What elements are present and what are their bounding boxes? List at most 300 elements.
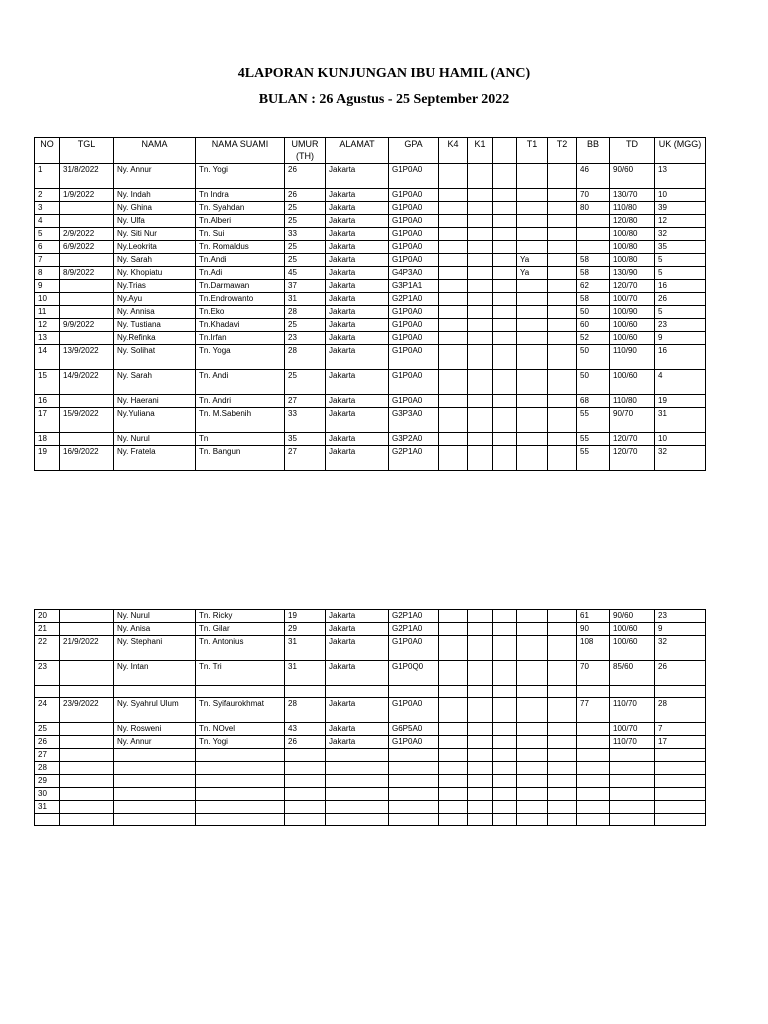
table-row [35, 661, 706, 686]
table-cell [439, 215, 468, 228]
table-cell: Ny. Annur [114, 164, 196, 189]
table-cell: 24 [35, 698, 60, 723]
table-cell [548, 215, 577, 228]
table-cell [60, 610, 114, 623]
table-cell: 4 [35, 215, 60, 228]
table-cell [468, 202, 493, 215]
table-cell: Tn.Andi [196, 254, 285, 267]
table-cell: Tn. Bangun [196, 446, 285, 471]
table-cell [517, 395, 548, 408]
table-cell [548, 395, 577, 408]
column-header: T2 [548, 138, 577, 164]
table-cell [468, 433, 493, 446]
table-cell: 33 [285, 228, 326, 241]
table-cell [577, 788, 610, 801]
table-cell: G2P1A0 [389, 623, 439, 636]
table-cell [468, 370, 493, 395]
table-cell [468, 636, 493, 661]
table-cell [493, 189, 517, 202]
table-cell: G1P0A0 [389, 189, 439, 202]
table-cell [548, 164, 577, 189]
visit-table-part-1 [34, 137, 706, 471]
table-cell: 100/60 [610, 332, 655, 345]
table-cell [493, 306, 517, 319]
table-cell: 9 [35, 280, 60, 293]
table-cell [517, 686, 548, 698]
table-cell: Ny. Indah [114, 189, 196, 202]
table-cell [60, 293, 114, 306]
table-cell [439, 723, 468, 736]
table-cell [493, 801, 517, 814]
table-cell: Tn. Yogi [196, 164, 285, 189]
table-cell: 50 [577, 345, 610, 370]
table-cell: Ny. Intan [114, 661, 196, 686]
table-cell [439, 408, 468, 433]
table-cell [285, 762, 326, 775]
table-cell: Tn. Tri [196, 661, 285, 686]
table-cell [493, 241, 517, 254]
table-cell [493, 433, 517, 446]
table-cell: 28 [35, 762, 60, 775]
table-cell [548, 736, 577, 749]
table-cell [577, 749, 610, 762]
table-cell [517, 749, 548, 762]
table-cell [577, 686, 610, 698]
table-cell: Tn.Eko [196, 306, 285, 319]
table-cell [517, 228, 548, 241]
table-cell [493, 267, 517, 280]
table-cell: Ny. Khopiatu [114, 267, 196, 280]
table-cell [439, 164, 468, 189]
table-cell: 35 [655, 241, 706, 254]
table-cell [468, 164, 493, 189]
table-cell: 110/80 [610, 395, 655, 408]
table-row [35, 254, 706, 267]
table-cell: Ya [517, 254, 548, 267]
table-cell: Ny.Leokrita [114, 241, 196, 254]
table-cell: Ny. Solihat [114, 345, 196, 370]
table-cell [493, 164, 517, 189]
table-cell: 100/80 [610, 254, 655, 267]
table-cell [468, 280, 493, 293]
table-cell [439, 636, 468, 661]
table-cell [493, 775, 517, 788]
table-cell: Ny. Rosweni [114, 723, 196, 736]
table-cell: 14/9/2022 [60, 370, 114, 395]
table-cell: Tn.Khadavi [196, 319, 285, 332]
table-cell [439, 241, 468, 254]
table-cell: 25 [285, 215, 326, 228]
table-cell: G3P2A0 [389, 433, 439, 446]
table-cell: 22 [35, 636, 60, 661]
column-header: TGL [60, 138, 114, 164]
table-cell: Tn. Gilar [196, 623, 285, 636]
table-cell: 6 [35, 241, 60, 254]
table-cell: 50 [577, 370, 610, 395]
table-cell: Tn. Syifaurokhmat [196, 698, 285, 723]
table-cell: Jakarta [326, 408, 389, 433]
table-cell [517, 723, 548, 736]
table-cell: 45 [285, 267, 326, 280]
table-cell: 100/60 [610, 636, 655, 661]
table-cell [326, 686, 389, 698]
table-cell: Tn. Ricky [196, 610, 285, 623]
table-cell: 21/9/2022 [60, 636, 114, 661]
table-row [35, 814, 706, 826]
table-cell: 9 [655, 623, 706, 636]
table-cell [326, 775, 389, 788]
table-cell: G1P0A0 [389, 241, 439, 254]
table-cell [326, 814, 389, 826]
table-cell: Ny.Trias [114, 280, 196, 293]
table-cell [517, 202, 548, 215]
table-cell: Tn.Endrowanto [196, 293, 285, 306]
table-cell [517, 775, 548, 788]
table-cell: 26 [285, 189, 326, 202]
table-cell: 27 [35, 749, 60, 762]
table-cell: 5 [655, 267, 706, 280]
column-header: NO [35, 138, 60, 164]
table-cell [577, 215, 610, 228]
table-cell [517, 241, 548, 254]
table-cell: 16 [655, 345, 706, 370]
table-cell: 13 [35, 332, 60, 345]
table-cell: 100/80 [610, 241, 655, 254]
table-cell: 46 [577, 164, 610, 189]
table-cell [493, 228, 517, 241]
table-cell: 29 [285, 623, 326, 636]
table-cell [439, 623, 468, 636]
table-cell [493, 661, 517, 686]
table-cell [114, 749, 196, 762]
table-cell: G1P0A0 [389, 345, 439, 370]
table-cell [548, 610, 577, 623]
table-cell: 33 [285, 408, 326, 433]
table-cell [60, 306, 114, 319]
table-cell [114, 788, 196, 801]
table-cell [548, 332, 577, 345]
table-cell [468, 408, 493, 433]
table-cell: Jakarta [326, 395, 389, 408]
table-cell [196, 788, 285, 801]
table-cell [517, 332, 548, 345]
column-header: BB [577, 138, 610, 164]
table-cell: Ny. Syahrul Ulum [114, 698, 196, 723]
table-cell: Jakarta [326, 661, 389, 686]
table-cell: 62 [577, 280, 610, 293]
table-cell [439, 788, 468, 801]
column-header: UK (MGG) [655, 138, 706, 164]
table-cell: 110/80 [610, 202, 655, 215]
table-cell: 120/80 [610, 215, 655, 228]
table-cell [577, 228, 610, 241]
table-cell [548, 267, 577, 280]
table-cell [548, 345, 577, 370]
table-cell: 8 [35, 267, 60, 280]
table-cell: 19 [655, 395, 706, 408]
table-cell [35, 814, 60, 826]
table-row [35, 293, 706, 306]
table-cell: 5 [655, 254, 706, 267]
table-cell: 28 [655, 698, 706, 723]
table-cell: 90/60 [610, 610, 655, 623]
table-cell: 100/60 [610, 319, 655, 332]
table-cell: 7 [655, 723, 706, 736]
table-cell: Jakarta [326, 332, 389, 345]
column-header: TD [610, 138, 655, 164]
table-cell [548, 762, 577, 775]
table-cell: 12 [35, 319, 60, 332]
table-header-row [35, 138, 706, 164]
table-cell [468, 749, 493, 762]
table-cell: 25 [285, 254, 326, 267]
table-cell [439, 280, 468, 293]
table-cell: 13/9/2022 [60, 345, 114, 370]
table-cell [439, 736, 468, 749]
table-cell [468, 736, 493, 749]
table-cell: 120/70 [610, 446, 655, 471]
table-cell [548, 293, 577, 306]
table-cell: Ny. Nurul [114, 433, 196, 446]
table-cell [493, 736, 517, 749]
table-cell: 8/9/2022 [60, 267, 114, 280]
table-cell [114, 686, 196, 698]
table-row [35, 788, 706, 801]
table-cell: 4 [655, 370, 706, 395]
table-cell: 108 [577, 636, 610, 661]
table-cell [196, 762, 285, 775]
table-cell: 3 [35, 202, 60, 215]
table-cell [493, 814, 517, 826]
table-cell: 90/70 [610, 408, 655, 433]
table-cell [196, 749, 285, 762]
table-row [35, 749, 706, 762]
table-cell: G1P0A0 [389, 736, 439, 749]
table-cell [60, 775, 114, 788]
table-cell [468, 610, 493, 623]
table-cell [60, 332, 114, 345]
table-cell [548, 241, 577, 254]
table-cell: Tn. Andri [196, 395, 285, 408]
table-cell: 35 [285, 433, 326, 446]
table-cell: 60 [577, 319, 610, 332]
table-cell: 19 [35, 446, 60, 471]
table-cell: Ny. Anisa [114, 623, 196, 636]
table-cell: 27 [285, 446, 326, 471]
table-cell [468, 332, 493, 345]
table-cell: 120/70 [610, 433, 655, 446]
table-cell: 130/90 [610, 267, 655, 280]
table-cell [517, 345, 548, 370]
table-cell [60, 202, 114, 215]
table-cell: Jakarta [326, 189, 389, 202]
table-cell: 100/90 [610, 306, 655, 319]
table-cell: 25 [35, 723, 60, 736]
table-cell: G1P0A0 [389, 370, 439, 395]
table-cell: G1P0A0 [389, 228, 439, 241]
table-cell: G2P1A0 [389, 610, 439, 623]
table-cell: Jakarta [326, 723, 389, 736]
table-cell [439, 433, 468, 446]
table-cell [517, 736, 548, 749]
table-cell: 120/70 [610, 280, 655, 293]
table-cell [493, 762, 517, 775]
table-cell [577, 762, 610, 775]
table-cell [493, 723, 517, 736]
table-cell: Ny. Ghina [114, 202, 196, 215]
table-cell: 31 [655, 408, 706, 433]
table-row [35, 446, 706, 471]
table-cell: 55 [577, 408, 610, 433]
table-cell [517, 164, 548, 189]
table-cell [468, 228, 493, 241]
table-cell [493, 293, 517, 306]
table-cell: 26 [35, 736, 60, 749]
table-cell: 30 [35, 788, 60, 801]
table-cell [610, 814, 655, 826]
table-cell: Ny. Nurul [114, 610, 196, 623]
table-cell [548, 319, 577, 332]
table-cell [517, 433, 548, 446]
table-row [35, 736, 706, 749]
table-cell [548, 254, 577, 267]
column-header: NAMA [114, 138, 196, 164]
table-cell [468, 395, 493, 408]
table-cell: 28 [285, 698, 326, 723]
table-cell [548, 788, 577, 801]
table-cell [493, 395, 517, 408]
table-cell: 12 [655, 215, 706, 228]
table-row [35, 623, 706, 636]
table-cell [60, 661, 114, 686]
table-cell: 100/60 [610, 623, 655, 636]
table-cell [60, 215, 114, 228]
column-header: NAMA SUAMI [196, 138, 285, 164]
table-cell [655, 775, 706, 788]
table-cell: 31 [285, 661, 326, 686]
table-cell [439, 254, 468, 267]
table-cell [439, 370, 468, 395]
table-cell: 58 [577, 267, 610, 280]
table-cell: 10 [655, 189, 706, 202]
table-cell: 1/9/2022 [60, 189, 114, 202]
table-cell: G1P0A0 [389, 319, 439, 332]
table-cell [285, 775, 326, 788]
table-cell: G4P3A0 [389, 267, 439, 280]
table-cell: 32 [655, 636, 706, 661]
table-cell: 23 [35, 661, 60, 686]
table-cell: 50 [577, 306, 610, 319]
table-cell [439, 801, 468, 814]
table-cell [439, 661, 468, 686]
table-cell [468, 686, 493, 698]
table-cell: Ny.Yuliana [114, 408, 196, 433]
table-row [35, 686, 706, 698]
table-cell: 32 [655, 446, 706, 471]
table-cell: 10 [655, 433, 706, 446]
table-cell: 77 [577, 698, 610, 723]
table-cell: 52 [577, 332, 610, 345]
table-cell: Tn. Yoga [196, 345, 285, 370]
table-cell [517, 698, 548, 723]
table-row [35, 395, 706, 408]
table-cell: 25 [285, 241, 326, 254]
table-cell [548, 306, 577, 319]
table-cell: G6P5A0 [389, 723, 439, 736]
table-cell: Ny. Haerani [114, 395, 196, 408]
table-cell [114, 801, 196, 814]
table-cell: 9 [655, 332, 706, 345]
table-cell [493, 215, 517, 228]
table-cell: G1P0A0 [389, 332, 439, 345]
table-cell [439, 814, 468, 826]
table-cell: 100/70 [610, 293, 655, 306]
table-cell: 100/60 [610, 370, 655, 395]
table-cell: G3P1A1 [389, 280, 439, 293]
table-cell [655, 788, 706, 801]
table-cell [468, 254, 493, 267]
table-cell: 27 [285, 395, 326, 408]
table-cell: 11 [35, 306, 60, 319]
table-cell [610, 775, 655, 788]
table-cell: Tn [196, 433, 285, 446]
table-cell: Ny.Ayu [114, 293, 196, 306]
table-cell [517, 636, 548, 661]
table-cell: 18 [35, 433, 60, 446]
table-cell [517, 623, 548, 636]
table-cell: 23 [655, 319, 706, 332]
table-cell: 10 [35, 293, 60, 306]
table-cell: Tn.Darmawan [196, 280, 285, 293]
table-cell: 26 [655, 661, 706, 686]
table-cell: G2P1A0 [389, 293, 439, 306]
table-cell [610, 686, 655, 698]
table-cell [389, 814, 439, 826]
table-cell [517, 788, 548, 801]
table-cell: 37 [285, 280, 326, 293]
table-cell: Ny. Siti Nur [114, 228, 196, 241]
table-cell [517, 661, 548, 686]
table-cell [439, 698, 468, 723]
table-cell [493, 408, 517, 433]
table-cell [517, 446, 548, 471]
table-cell [468, 306, 493, 319]
table-cell [517, 610, 548, 623]
table-cell [577, 775, 610, 788]
table-row [35, 345, 706, 370]
table-cell [60, 749, 114, 762]
table-cell [548, 661, 577, 686]
table-cell: 16 [655, 280, 706, 293]
table-cell [468, 661, 493, 686]
table-cell [548, 280, 577, 293]
table-cell [517, 319, 548, 332]
table-cell: 13 [655, 164, 706, 189]
table-cell [439, 293, 468, 306]
visit-table-part-2 [34, 609, 706, 826]
table-cell: Ny. Ulfa [114, 215, 196, 228]
table-cell: Tn. Yogi [196, 736, 285, 749]
table-cell [389, 801, 439, 814]
table-cell [517, 215, 548, 228]
table-row [35, 408, 706, 433]
table-cell [60, 814, 114, 826]
table-cell [517, 293, 548, 306]
table-cell: Ny.Refinka [114, 332, 196, 345]
table-cell [517, 370, 548, 395]
table-cell: 16 [35, 395, 60, 408]
table-row [35, 267, 706, 280]
